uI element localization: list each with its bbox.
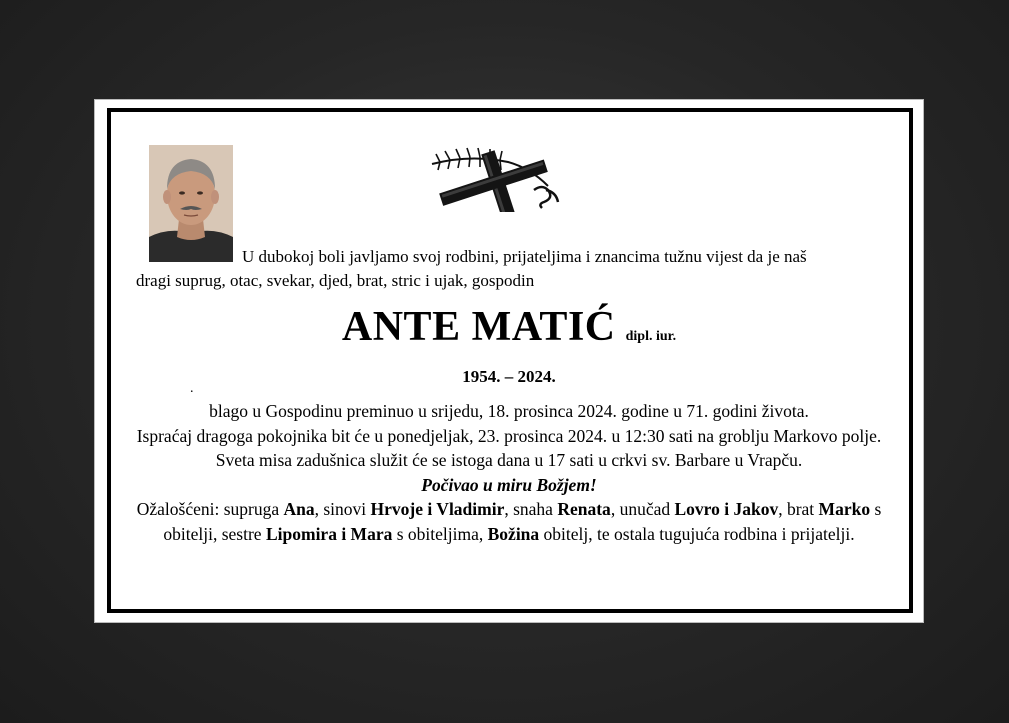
portrait-photo <box>149 145 233 262</box>
deceased-name: ANTE MATIĆ <box>341 304 616 350</box>
sisters-names: Lipomira i Mara <box>265 523 393 544</box>
obituary-body <box>125 399 893 547</box>
life-years: 1954. – 2024. <box>462 367 556 386</box>
wife-name: Ana <box>283 499 315 520</box>
mass-info: Sveta misa zadušnica služit će se istoga dana u 17 sati u crkvi sv. Barbare u Vrapču. <box>215 450 803 471</box>
obituary-card <box>95 100 923 622</box>
intro-line-2: dragi suprug, otac, svekar, djed, brat, stric i ujak, gospodin <box>136 271 535 290</box>
funeral-info: Ispraćaj dragoga pokojnika bit će u ponedjeljak, 23. prosinca 2024. u 12:30 sati na groblju Markovo polje. <box>136 425 882 446</box>
death-announcement: blago u Gospodinu preminuo u srijedu, 18. prosinca 2024. godine u 71. godini života. <box>209 401 809 421</box>
mourners-list: Ožalošćeni: supruga Ana, sinovi Hrvoje i Vladimir, snaha Renata, unučad Lovro i Jakov, brat Marko s obitelji, sestre Lipomira i Mara s obiteljima, Božina obitelj, te ostala tugujuća rodbina i prijatelji. <box>136 499 882 544</box>
family-name: Božina <box>487 523 540 544</box>
stray-dot: . <box>190 381 194 396</box>
academic-degree: dipl. iur. <box>625 329 677 344</box>
rest-in-peace: Počivao u miru Božjem! <box>421 474 597 495</box>
cross-with-palm-icon <box>430 146 564 212</box>
brother-name: Marko <box>818 499 871 520</box>
deceased-name-line <box>95 303 923 351</box>
sons-names: Hrvoje i Vladimir <box>370 499 505 520</box>
grandchildren-names: Lovro i Jakov <box>674 499 779 520</box>
intro-line-1: U dubokoj boli javljamo svoj rodbini, prijateljima i znancima tužnu vijest da je naš <box>242 247 807 266</box>
daughter-in-law-name: Renata <box>557 499 611 520</box>
